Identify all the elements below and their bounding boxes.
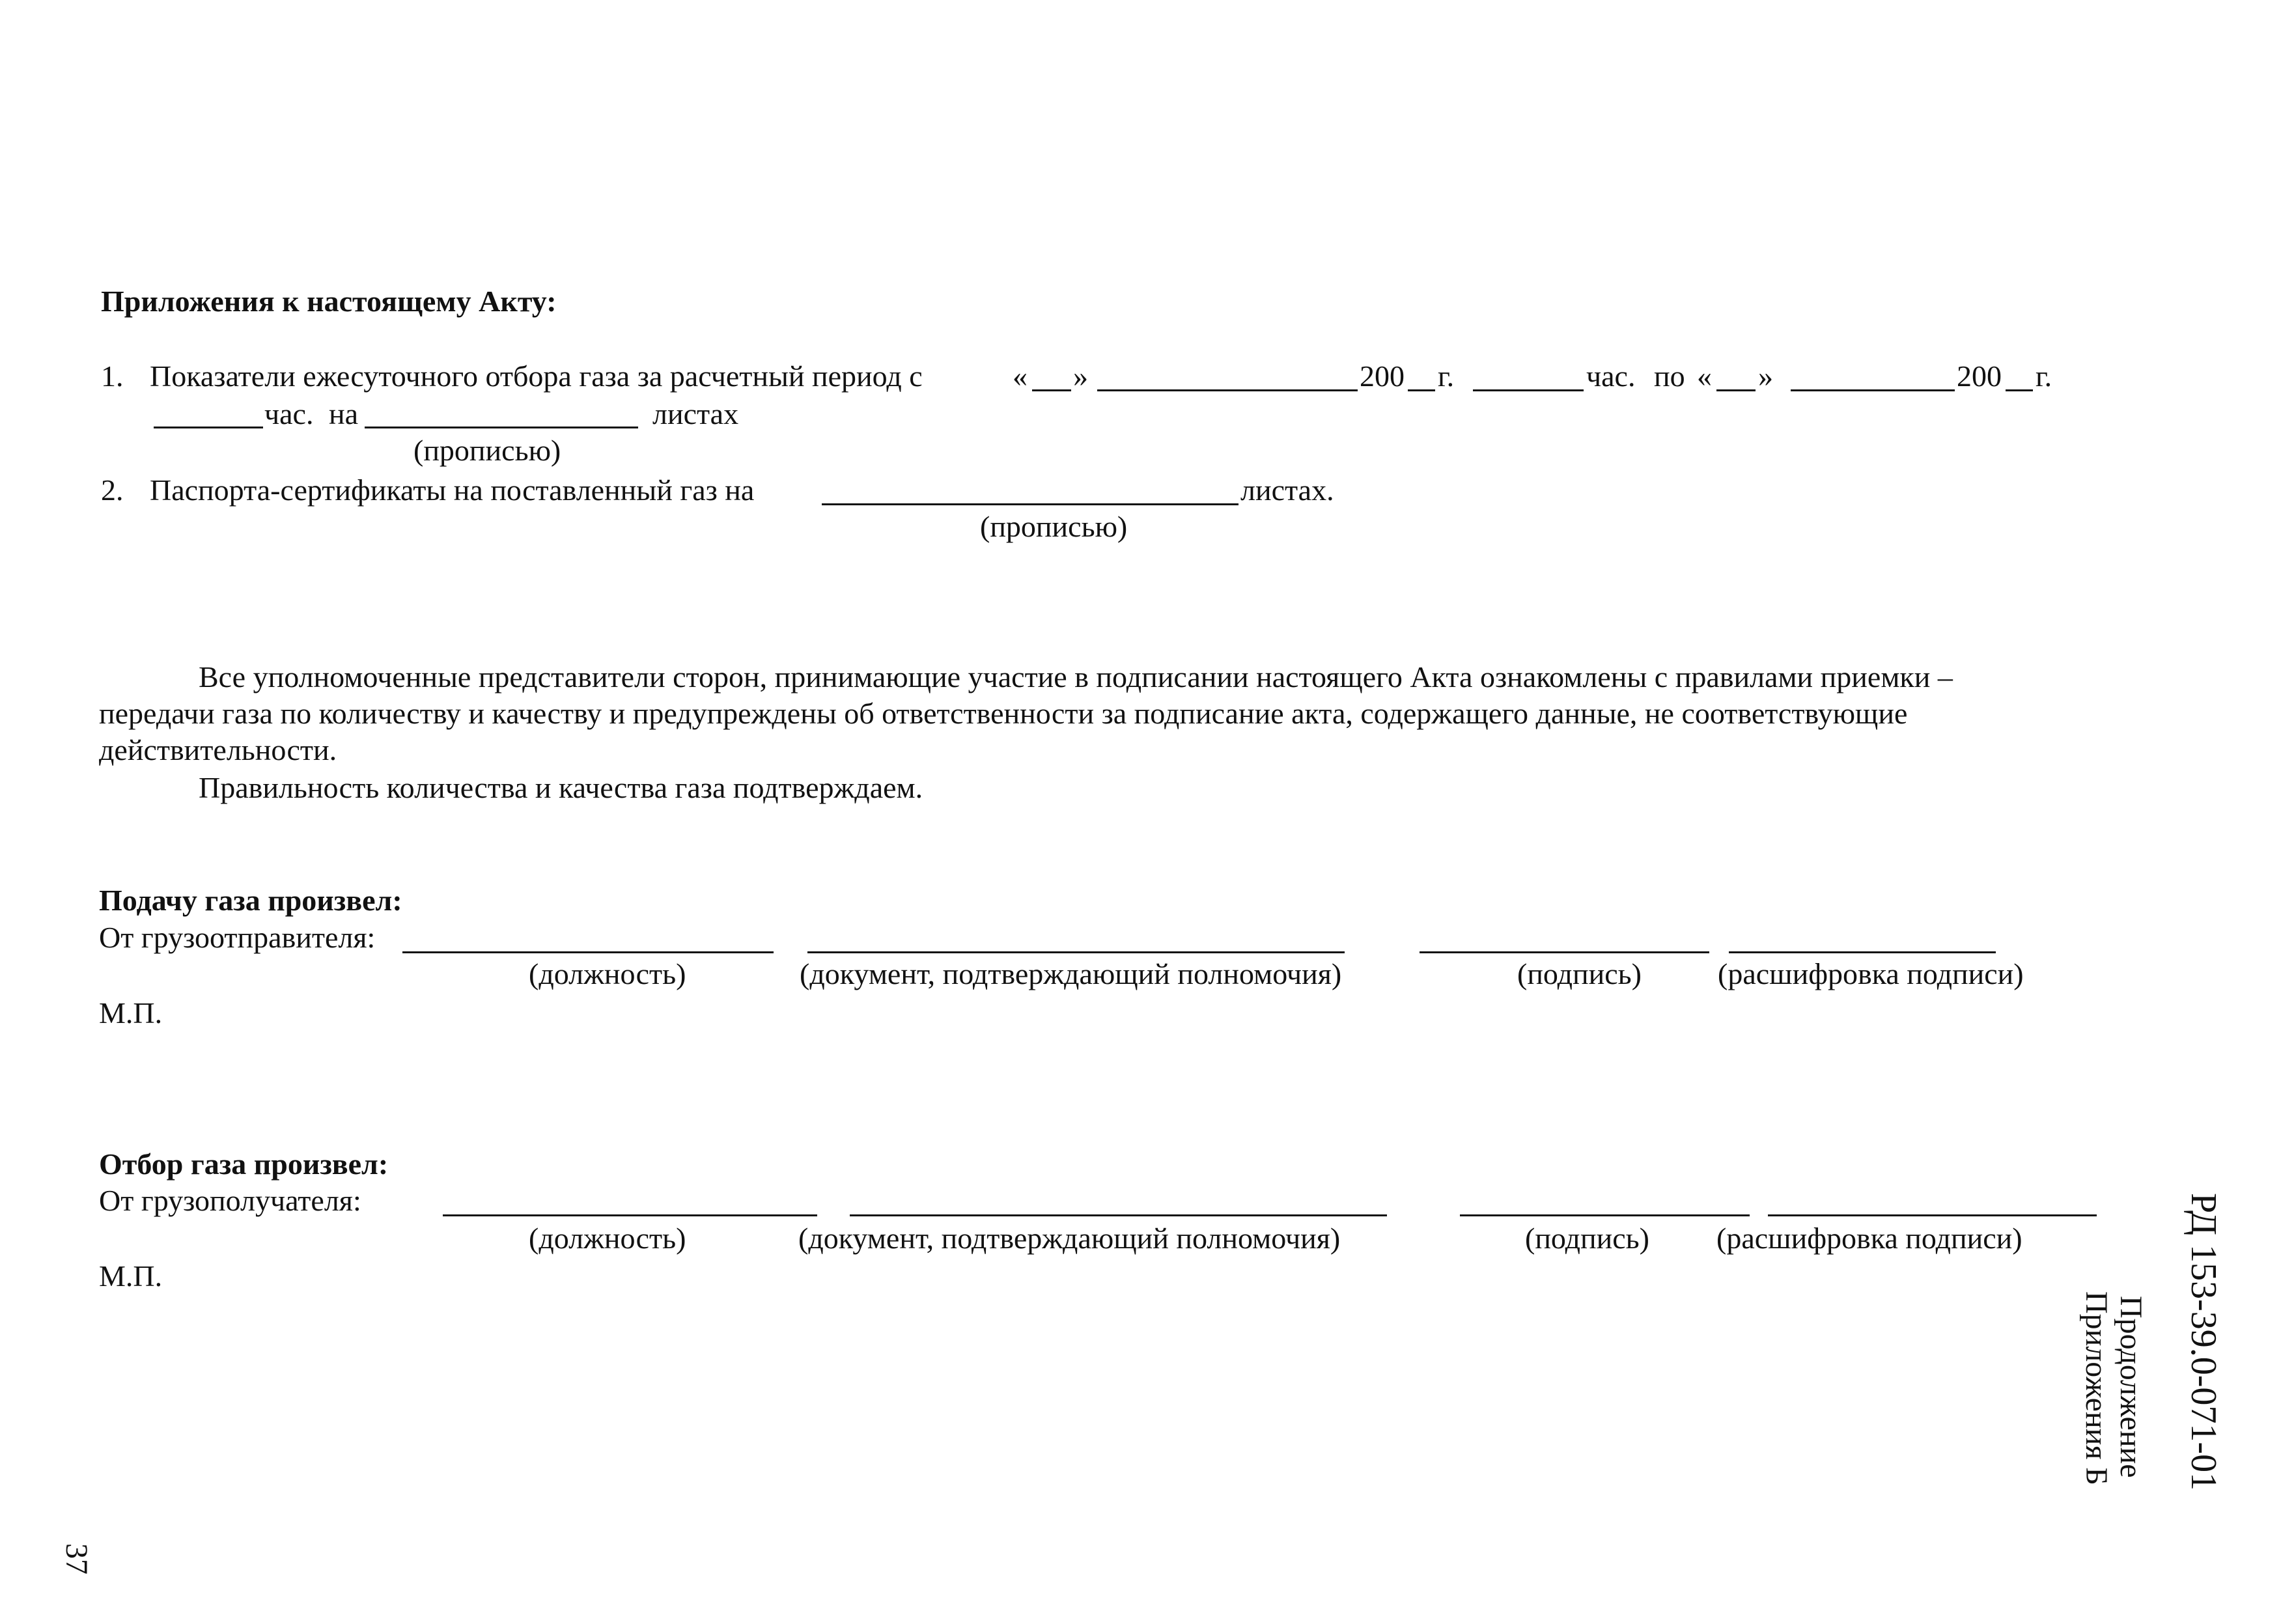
item1-close-quote-2: » [1758, 359, 1773, 393]
supply-position-caption: (должность) [529, 957, 686, 990]
statement-line-2: передачи газа по количеству и качеству и предупреждены об ответственности за подписание акта, содержащего данные, не соответствующие [99, 697, 1908, 730]
item1-text: Показатели ежесуточного отбора газа за расчетный период с [150, 359, 923, 393]
item1-year-2: 200 [1957, 359, 2002, 393]
item1-month-1-line[interactable] [1097, 389, 1358, 391]
attachments-heading: Приложения к настоящему Акту: [101, 285, 557, 318]
item2-sheets-count-line[interactable] [822, 503, 1238, 505]
item1-hour-1: час. [1586, 359, 1636, 393]
item1-sheets-caption: (прописью) [413, 434, 561, 467]
supply-signature-decoding-caption: (расшифровка подписи) [1718, 957, 2024, 990]
continuation-note-line-1: Продолжение [2114, 1296, 2148, 1478]
item1-year-1: 200 [1360, 359, 1405, 393]
intake-document-line[interactable] [850, 1214, 1387, 1216]
item1-to-label: по [1654, 359, 1685, 393]
intake-signature-decoding-line[interactable] [1768, 1214, 2097, 1216]
supply-document-line[interactable] [807, 951, 1345, 953]
item1-hour-2: час. [264, 397, 314, 430]
item1-year-suffix-1: г. [1438, 359, 1455, 393]
intake-from-label: От грузополучателя: [99, 1184, 361, 1217]
item1-number: 1. [101, 359, 124, 393]
item1-sheets-count-line[interactable] [365, 427, 638, 428]
statement-line-1: Все уполномоченные представители сторон, принимающие участие в подписании настоящего Акта ознакомлены с правилами приемки – [199, 660, 1953, 693]
item2-text: Паспорта-сертификаты на поставленный газ на [150, 473, 755, 507]
item1-on-label: на [329, 397, 359, 430]
item1-sheets: листах [652, 397, 739, 430]
supply-heading: Подачу газа произвел: [99, 884, 402, 917]
item2-number: 2. [101, 473, 124, 507]
item1-year-1-line[interactable] [1408, 389, 1435, 391]
supply-signature-caption: (подпись) [1517, 957, 1642, 990]
statement-line-3: действительности. [99, 733, 337, 766]
continuation-note-line-2: Приложения Б [2079, 1291, 2114, 1485]
statement-confirmation: Правильность количества и качества газа подтверждаем. [199, 771, 923, 804]
intake-signature-line[interactable] [1460, 1214, 1750, 1216]
document-code: РД 153-39.0-071-01 [2183, 1193, 2224, 1491]
supply-document-caption: (документ, подтверждающий полномочия) [800, 957, 1342, 990]
item1-open-quote-1: « [1013, 359, 1028, 393]
item1-month-2-line[interactable] [1791, 389, 1955, 391]
item2-sheets: листах. [1240, 473, 1334, 507]
intake-heading: Отбор газа произвел: [99, 1147, 389, 1181]
page-number: 37 [59, 1543, 94, 1575]
intake-stamp-label: М.П. [99, 1259, 163, 1293]
item1-day-1-line[interactable] [1032, 389, 1071, 391]
supply-signature-line[interactable] [1420, 951, 1709, 953]
intake-document-caption: (документ, подтверждающий полномочия) [798, 1222, 1341, 1255]
supply-position-line[interactable] [402, 951, 774, 953]
item1-hour-2-line[interactable] [154, 427, 263, 428]
item1-open-quote-2: « [1697, 359, 1712, 393]
item1-year-2-line[interactable] [2006, 389, 2033, 391]
supply-stamp-label: М.П. [99, 996, 163, 1029]
item1-year-suffix-2: г. [2036, 359, 2052, 393]
intake-signature-decoding-caption: (расшифровка подписи) [1716, 1222, 2022, 1255]
intake-signature-caption: (подпись) [1525, 1222, 1649, 1255]
supply-signature-decoding-line[interactable] [1729, 951, 1996, 953]
item1-close-quote-1: » [1073, 359, 1088, 393]
supply-from-label: От грузоотправителя: [99, 921, 376, 954]
item1-hour-1-line[interactable] [1473, 389, 1584, 391]
intake-position-line[interactable] [443, 1214, 817, 1216]
item1-day-2-line[interactable] [1716, 389, 1756, 391]
intake-position-caption: (должность) [529, 1222, 686, 1255]
item2-sheets-caption: (прописью) [980, 510, 1128, 543]
